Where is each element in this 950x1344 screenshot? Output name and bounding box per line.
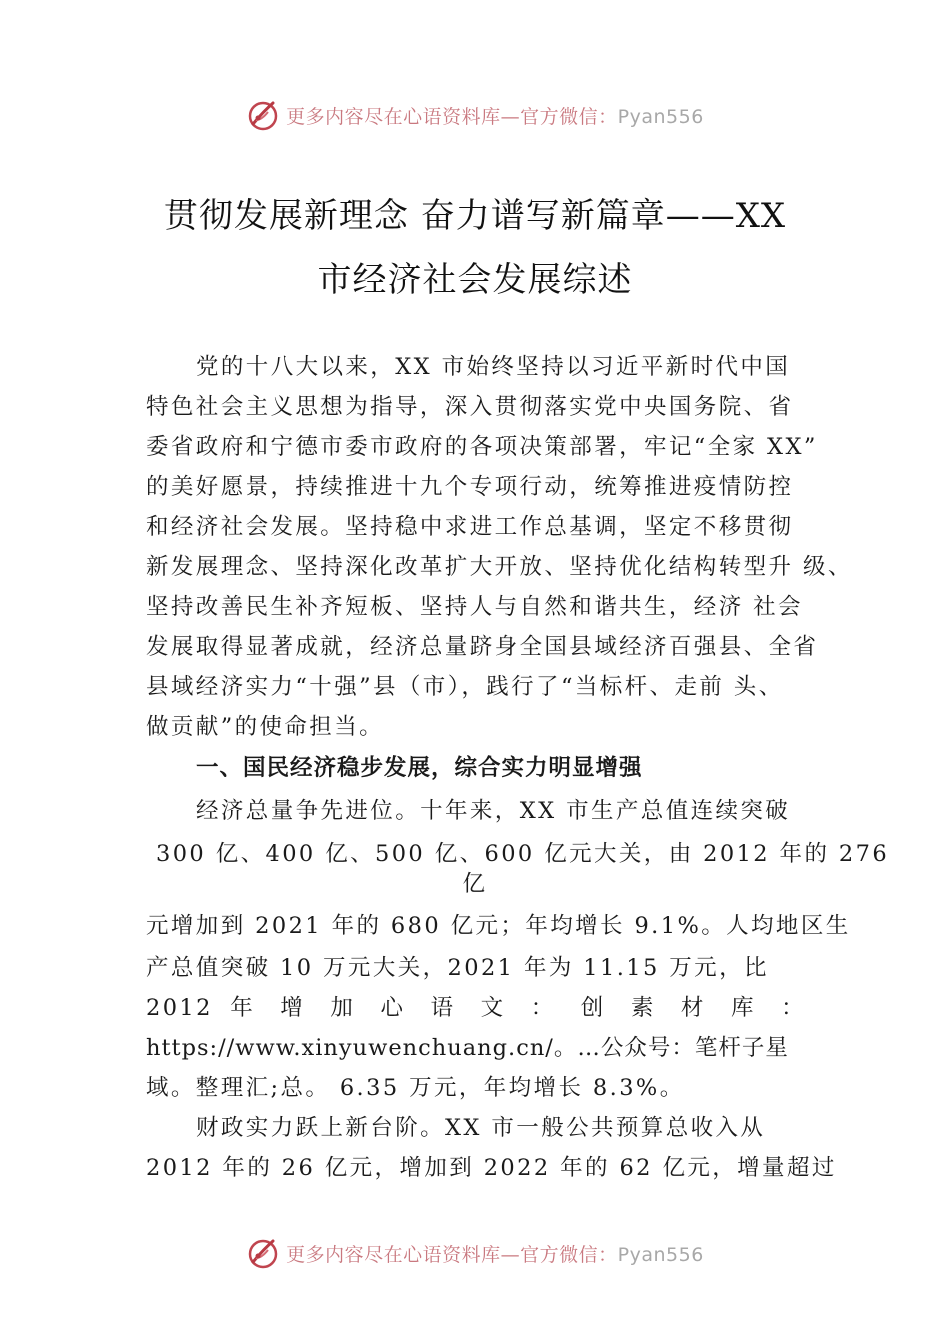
text-line-2: 特色社会主义思想为指导，深入贯彻落实党中央国务院、省 — [146, 394, 794, 420]
brush-logo-icon — [246, 98, 280, 132]
text-line-18: https://www.xinyuwenchuang.cn/。…公众号：笔杆子星 — [146, 1035, 789, 1061]
text-line-3: 委省政府和宁德市委市政府的各项决策部署，牢记“全家 XX” — [146, 434, 818, 460]
text-line-10: 做贡献”的使命担当。 — [146, 714, 385, 740]
text-line-5: 和经济社会发展。坚持稳中求进工作总基调，坚定不移贯彻 — [146, 514, 794, 540]
text-line-13: 300 亿、400 亿、500 亿、600 亿元大关，由 2012 年的 276 — [156, 841, 890, 867]
text-line-21: 2012 年的 26 亿元，增加到 2022 年的 62 亿元，增量超过 — [146, 1155, 837, 1181]
text-line-16: 产总值突破 10 万元大关，2021 年为 11.15 万元，比 — [146, 955, 769, 981]
text-line-1: 党的十八大以来，XX 市始终坚持以习近平新时代中国 — [196, 354, 791, 380]
header-watermark-banner — [0, 95, 950, 135]
text-line-17: 2012 年 增 加 心 语 文 ： 创 素 材 库 ： — [146, 995, 806, 1021]
watermark-text: 更多内容尽在心语资料库—官方微信：Pyan556 — [286, 105, 704, 128]
watermark-text: 更多内容尽在心语资料库—官方微信：Pyan556 — [286, 1243, 704, 1266]
document-title-line-2: 市经济社会发展综述 — [317, 260, 633, 300]
section-heading-1: 一、国民经济稳步发展，综合实力明显增强 — [196, 755, 643, 781]
document-title-line-1: 贯彻发展新理念 奋力谱写新篇章——XX — [163, 196, 787, 236]
text-line-6: 新发展理念、坚持深化改革扩大开放、坚持优化结构转型升 级、 — [146, 554, 853, 580]
text-line-19: 域。整理汇;总。 6.35 万元，年均增长 8.3%。 — [146, 1075, 685, 1101]
text-line-14: 亿 — [462, 871, 488, 897]
text-line-4: 的美好愿景，持续推进十九个专项行动，统筹推进疫情防控 — [146, 474, 794, 500]
text-line-7: 坚持改善民生补齐短板、坚持人与自然和谐共生，经济 社会 — [146, 594, 803, 620]
text-line-15: 元增加到 2021 年的 680 亿元；年均增长 9.1%。人均地区生 — [146, 913, 851, 939]
text-line-8: 发展取得显著成就，经济总量跻身全国县域经济百强县、全省 — [146, 634, 819, 660]
text-line-12: 经济总量争先进位。十年来，XX 市生产总值连续突破 — [196, 798, 791, 824]
footer-watermark-banner — [0, 1233, 950, 1273]
text-line-20: 财政实力跃上新台阶。XX 市一般公共预算总收入从 — [196, 1115, 766, 1141]
brush-logo-icon — [246, 1236, 280, 1270]
text-line-9: 县域经济实力“十强”县（市），践行了“当标杆、走前 头、 — [146, 674, 784, 700]
